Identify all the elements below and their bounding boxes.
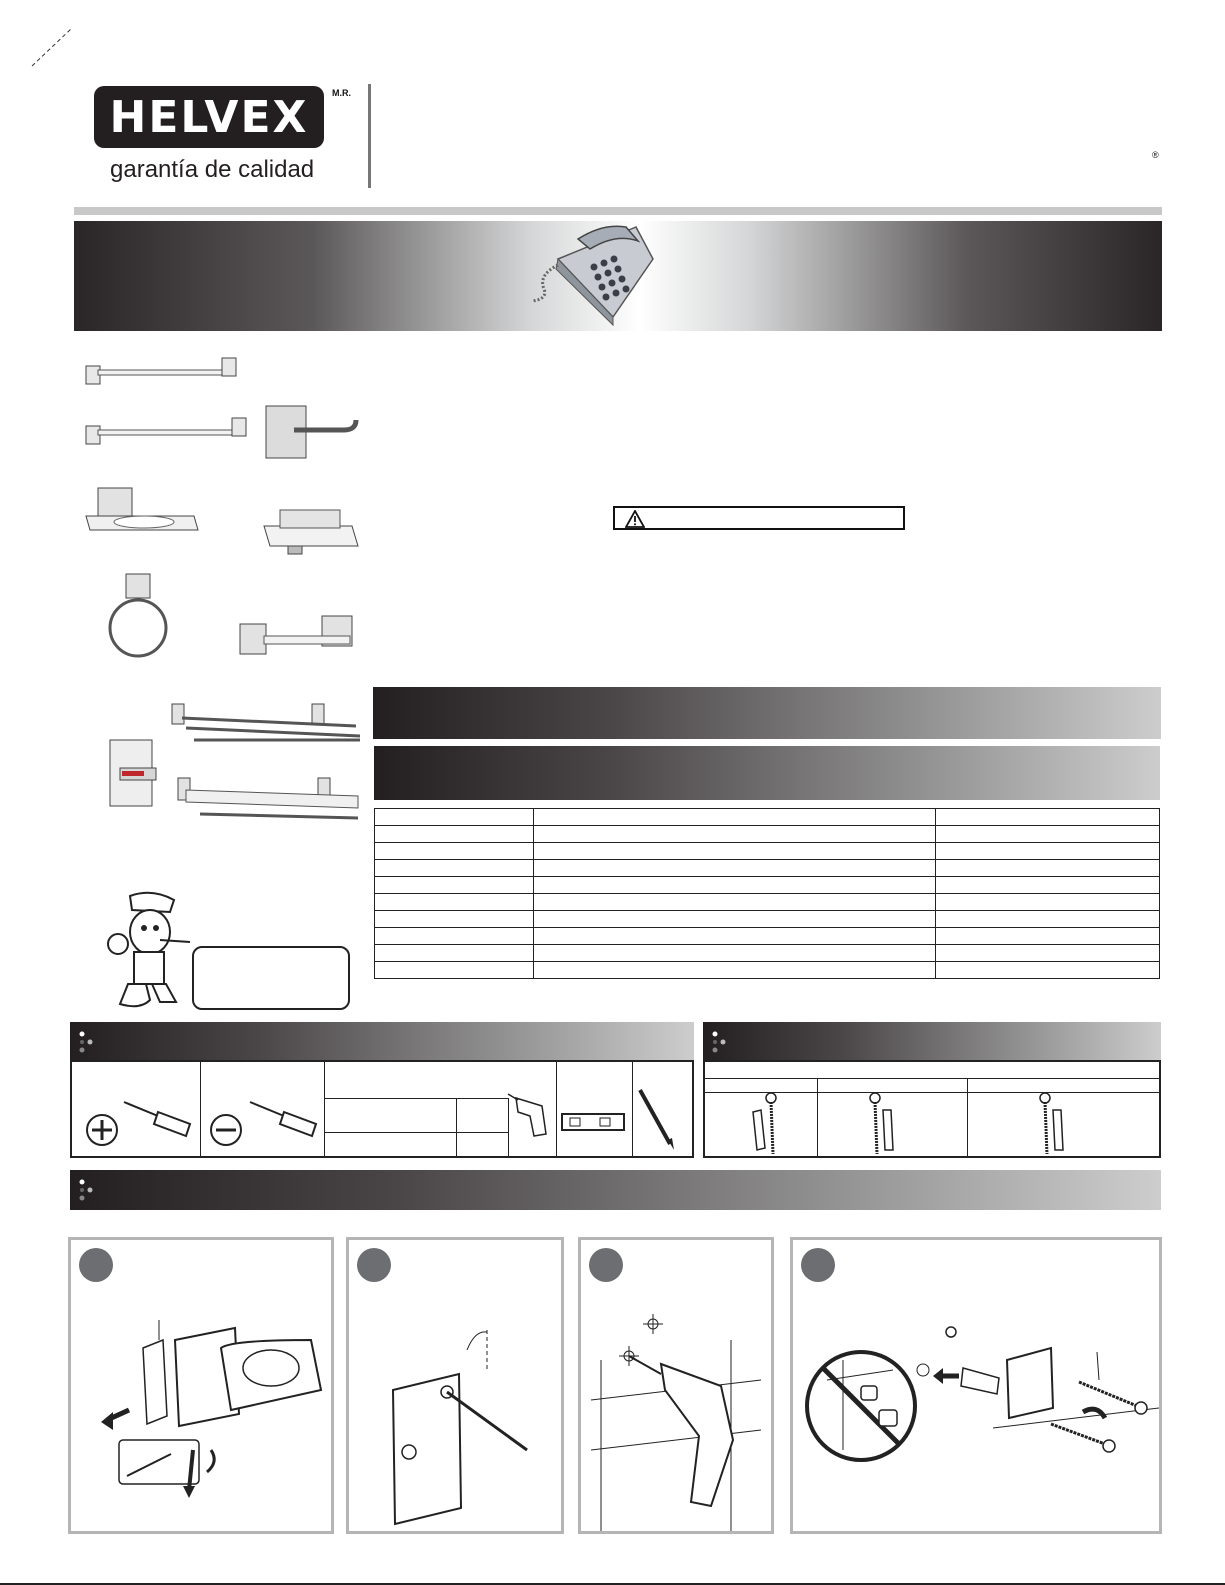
tools-header-bar: [70, 1022, 694, 1060]
table-row: [375, 826, 1160, 843]
tools-panel: [70, 1060, 694, 1158]
table-row: [375, 911, 1160, 928]
robe-hook-image: [264, 404, 362, 460]
step-panel-4: [790, 1237, 1162, 1534]
towel-bar-short-image: [84, 356, 240, 386]
pencil-icon: [640, 1090, 674, 1150]
step-panel-2: [346, 1237, 564, 1534]
brand-logo: [94, 86, 324, 148]
section-header-bar: [373, 687, 1161, 739]
tools-illustrations: [72, 1062, 692, 1156]
table-row: [375, 843, 1160, 860]
table-row: [375, 945, 1160, 962]
disassembly-illustration: [71, 1240, 331, 1531]
anchor-screw-icon: [753, 1093, 776, 1154]
fixings-panel: [703, 1060, 1161, 1158]
double-towel-bar-image: [170, 702, 362, 744]
warning-box: [613, 506, 905, 530]
warning-triangle-icon: [625, 510, 645, 528]
table-row: [375, 928, 1160, 945]
phillips-screwdriver-icon: [87, 1102, 190, 1145]
bullet-dots-icon: [78, 1030, 98, 1054]
corner-cut-mark: [28, 22, 84, 78]
brand-name: HELVEX: [109, 91, 309, 143]
soap-dish-image: [260, 506, 362, 558]
flat-screwdriver-icon: [211, 1102, 316, 1145]
specifications-table: [374, 808, 1160, 979]
toilet-paper-holder-image: [238, 614, 362, 658]
anchor-screw-icon: [870, 1093, 893, 1154]
section-header-bar: [374, 746, 1160, 800]
table-row: [375, 962, 1160, 979]
bracket-alignment-illustration: [349, 1240, 561, 1531]
table-row: [375, 877, 1160, 894]
bullet-dots-icon: [78, 1178, 98, 1202]
speech-bubble: [192, 946, 350, 1010]
registered-mark: ®: [1152, 150, 1159, 160]
anchor-screw-icon: [1040, 1093, 1063, 1154]
toothbrush-holder-image: [108, 738, 164, 810]
procedure-header-bar: [70, 1170, 1161, 1210]
anchoring-illustration: [793, 1240, 1159, 1531]
fixings-header-bar: [703, 1022, 1161, 1060]
fixings-illustrations: [705, 1062, 1159, 1156]
header-divider: [368, 84, 371, 188]
telephone-icon: [518, 219, 668, 331]
plumber-mascot-icon: [100, 890, 192, 1012]
drilling-illustration: [581, 1240, 771, 1531]
header-rule: [74, 207, 1162, 215]
brand-tagline: garantía de calidad: [110, 156, 315, 183]
bullet-dots-icon: [711, 1030, 731, 1054]
towel-shelf-image: [172, 774, 364, 826]
level-icon: [562, 1114, 624, 1130]
towel-bar-long-image: [84, 414, 250, 446]
tumbler-holder-image: [84, 486, 202, 542]
step-panel-1: [68, 1237, 334, 1534]
table-row: [375, 809, 1160, 826]
table-row: [375, 894, 1160, 911]
brand-mark: M.R.: [332, 88, 351, 98]
step-panel-3: [578, 1237, 774, 1534]
drill-icon: [508, 1094, 546, 1136]
table-row: [375, 860, 1160, 877]
towel-ring-image: [106, 572, 188, 670]
